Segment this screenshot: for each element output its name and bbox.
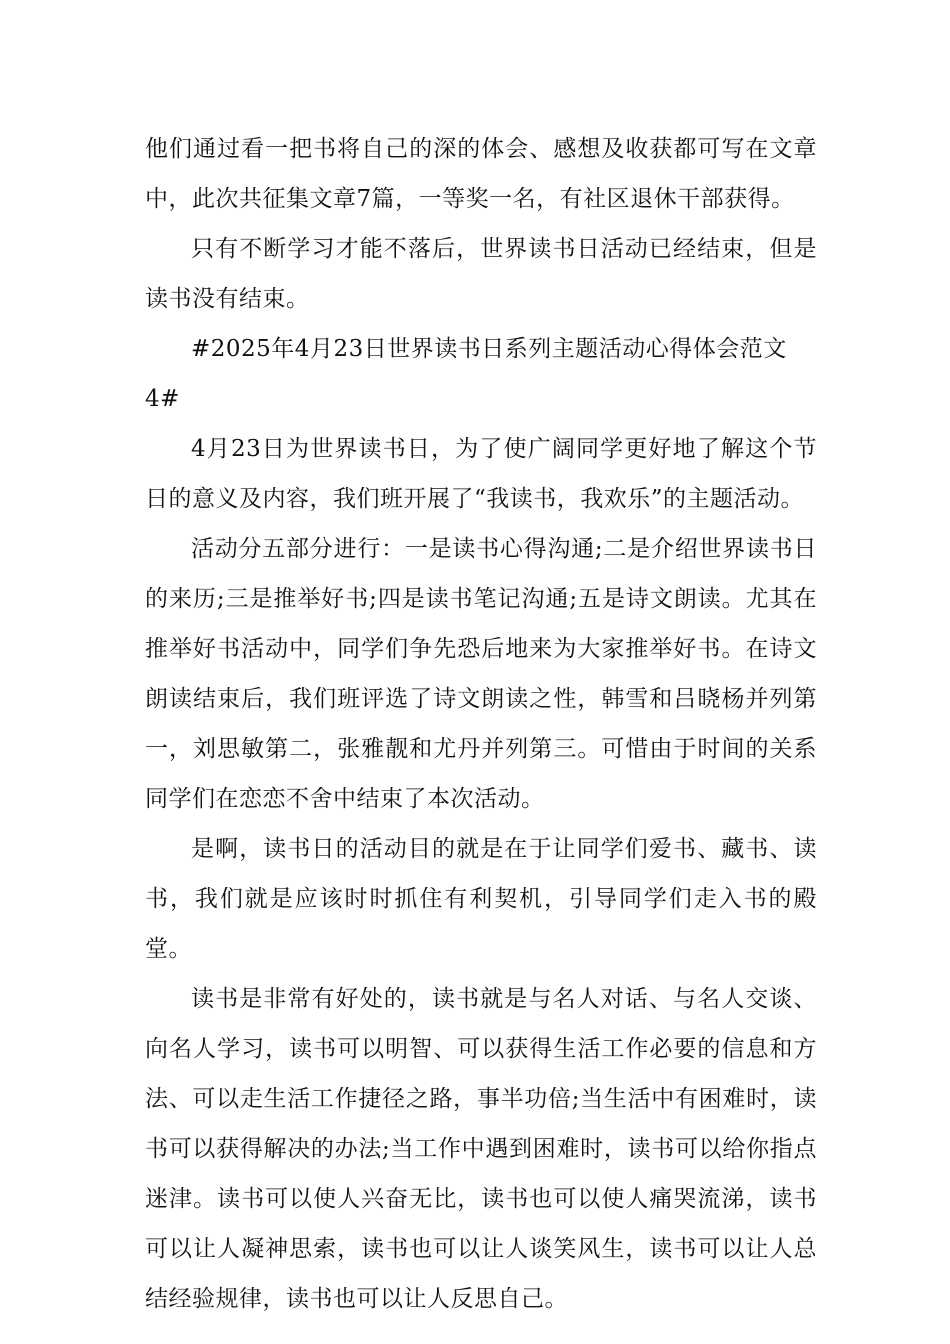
paragraph: 只有不断学习才能不落后，世界读书日活动已经结束，但是读书没有结束。 bbox=[145, 236, 817, 312]
paragraph: 4月23日为世界读书日，为了使广阔同学更好地了解这个节日的意义及内容，我们班开展了“我读书，我欢乐”的主题活动。 bbox=[145, 436, 817, 512]
paragraph: 是啊，读书日的活动目的就是在于让同学们爱书、藏书、读书，我们就是应该时时抓住有利契机，引导同学们走入书的殿堂。 bbox=[145, 836, 817, 962]
document-body bbox=[145, 124, 817, 1324]
paragraph: 活动分五部分进行：一是读书心得沟通;二是介绍世界读书日的来历;三是推举好书;四是读书笔记沟通;五是诗文朗读。尤其在推举好书活动中，同学们争先恐后地来为大家推举好书。在诗文朗读结束后，我们班评选了诗文朗读之性，韩雪和吕晓杨并列第一，刘思敏第二，张雅靓和尤丹并列第三。可惜由于时间的关系同学们在恋恋不舍中结束了本次活动。 bbox=[145, 536, 817, 812]
section-heading: #2025年4月23日世界读书日系列主题活动心得体会范文4# bbox=[145, 336, 787, 412]
paragraph: 读书是非常有好处的，读书就是与名人对话、与名人交谈、向名人学习，读书可以明智、可以获得生活工作必要的信息和方法、可以走生活工作捷径之路，事半功倍;当生活中有困难时，读书可以获得解决的办法;当工作中遇到困难时，读书可以给你指点迷津。读书可以使人兴奋无比，读书也可以使人痛哭流涕，读书可以让人凝神思索，读书也可以让人谈笑风生，读书可以让人总结经验规律，读书也可以让人反思自己。 bbox=[145, 986, 817, 1312]
paragraph-continuation: 他们通过看一把书将自己的深的体会、感想及收获都可写在文章中，此次共征集文章7篇，一等奖一名，有社区退休干部获得。 bbox=[145, 136, 817, 212]
